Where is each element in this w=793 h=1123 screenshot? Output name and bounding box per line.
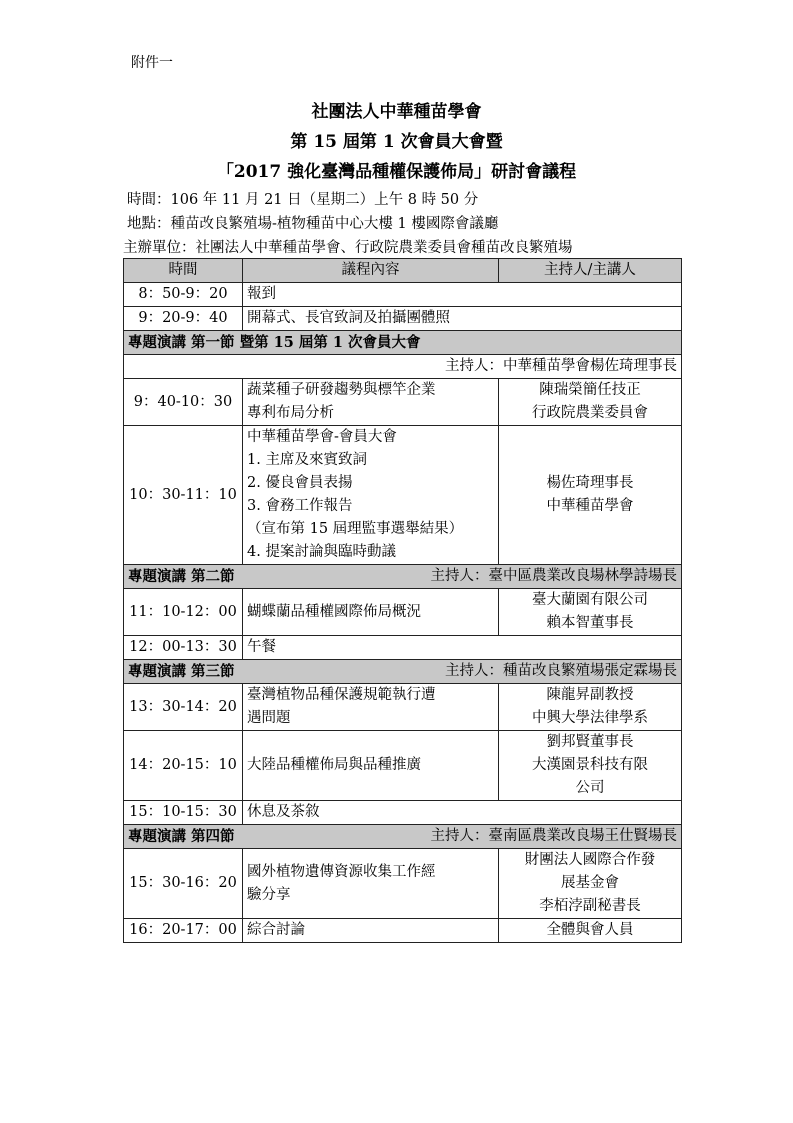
event-place: 地點：種苗改良繁殖場-植物種苗中心大樓 1 樓國際會議廳 [127,216,499,232]
row-content: 大陸品種權佈局與品種推廣 [243,731,499,801]
row-time: 9：20-9：40 [124,307,243,331]
row-speaker [499,731,682,801]
table-header-row [124,259,682,283]
seminar-title: 「2017 強化臺灣品種權保護佈局」研討會議程 [216,162,577,182]
session-host: 主持人：臺南區農業改良場王仕賢場長 [430,828,677,844]
content-line: 中華種苗學會-會員大會 [247,429,397,445]
row-content: 蝴蝶蘭品種權國際佈局概況 [243,589,499,636]
row-speaker [499,684,682,731]
session-label: 專題演講 第三節 [128,663,235,680]
speaker-line: 大漢園景科技有限 [532,757,648,773]
content-line: （宣布第 15 屆理監事選舉結果） [247,521,464,537]
speaker-line: 中華種苗學會 [546,498,634,514]
session-cell [124,825,682,849]
speaker-line: 行政院農業委員會 [532,405,648,421]
row-content [243,426,499,565]
speaker-line: 展基金會 [561,875,619,891]
row-time: 9：40-10：30 [124,379,243,426]
header-content: 議程內容 [243,259,499,283]
speaker-line: 財團法人國際合作發 [524,852,656,868]
session-row [124,565,682,589]
content-line: 專利布局分析 [247,405,334,421]
content-line: 4. 提案討論與臨時動議 [247,544,396,560]
table-row [124,589,682,636]
table-row [124,379,682,426]
row-speaker [499,379,682,426]
content-line: 國外植物遺傳資源收集工作經 [247,863,436,880]
row-time: 13：30-14：20 [124,684,243,731]
content-line: 3. 會務工作報告 [247,498,353,514]
row-content: 開幕式、長官致詞及拍攝團體照 [243,307,682,331]
session-host: 主持人：臺中區農業改良場林學詩場長 [430,568,677,584]
speaker-line: 公司 [575,780,605,796]
row-time: 14：20-15：10 [124,731,243,801]
session-host: 主持人：中華種苗學會楊佐琦理事長 [124,355,682,379]
event-organizer: 主辦單位：社團法人中華種苗學會、行政院農業委員會種苗改良繁殖場 [123,240,573,256]
row-time: 15：10-15：30 [124,801,243,825]
session-host: 主持人：種苗改良繁殖場張定霖場長 [445,663,677,679]
table-row [124,684,682,731]
content-line: 驗分享 [247,886,291,903]
speaker-line: 中興大學法律學系 [532,710,648,726]
session-label: 專題演講 第四節 [128,828,235,845]
content-line: 蔬菜種子研發趨勢與標竿企業 [247,382,436,398]
row-time: 11：10-12：00 [124,589,243,636]
session-label: 專題演講 第二節 [128,568,235,585]
session-row [124,825,682,849]
row-content: 綜合討論 [243,919,499,943]
row-content: 休息及茶敘 [243,801,682,825]
meeting-title: 第 15 屆第 1 次會員大會暨 [290,132,503,152]
table-row [124,849,682,919]
session-row [124,331,682,355]
speaker-line: 陳瑞榮簡任技正 [539,382,641,398]
event-time: 時間：106 年 11 月 21 日（星期二）上午 8 時 50 分 [127,192,479,208]
content-line: 臺灣植物品種保護規範執行遭 [247,687,436,703]
header-speaker: 主持人/主講人 [499,259,682,283]
row-speaker [499,849,682,919]
speaker-line: 劉邦賢董事長 [546,734,634,750]
table-row [124,307,682,331]
row-time: 8：50-9：20 [124,283,243,307]
row-speaker [499,589,682,636]
row-content [243,379,499,426]
session-row [124,660,682,684]
table-row [124,426,682,565]
row-time: 16：20-17：00 [124,919,243,943]
speaker-line: 賴本智董事長 [546,615,634,631]
content-line: 1. 主席及來賓致詞 [247,452,367,468]
table-row [124,731,682,801]
table-row [124,801,682,825]
annex-label: 附件一 [131,55,173,71]
agenda-table [123,258,682,943]
row-time: 15：30-16：20 [124,849,243,919]
table-row [124,636,682,660]
row-speaker [499,426,682,565]
org-title: 社團法人中華種苗學會 [311,102,482,122]
row-time: 10：30-11：10 [124,426,243,565]
row-content: 午餐 [243,636,682,660]
row-content [243,684,499,731]
session-cell [124,660,682,684]
table-row [124,283,682,307]
row-time: 12：00-13：30 [124,636,243,660]
content-line: 遇問題 [247,710,291,726]
session-host-row [124,355,682,379]
session-cell [124,565,682,589]
content-line: 2. 優良會員表揚 [247,475,353,491]
row-content: 報到 [243,283,682,307]
speaker-line: 陳龍昇副教授 [546,687,634,703]
speaker-line: 李栢浡副秘書長 [539,898,641,914]
speaker-line: 臺大蘭園有限公司 [532,592,648,608]
table-row [124,919,682,943]
row-speaker: 全體與會人員 [499,919,682,943]
session-label: 專題演講 第一節 暨第 15 屆第 1 次會員大會 [124,331,682,355]
row-content [243,849,499,919]
speaker-line: 楊佐琦理事長 [546,475,634,491]
header-time: 時間 [124,259,243,283]
